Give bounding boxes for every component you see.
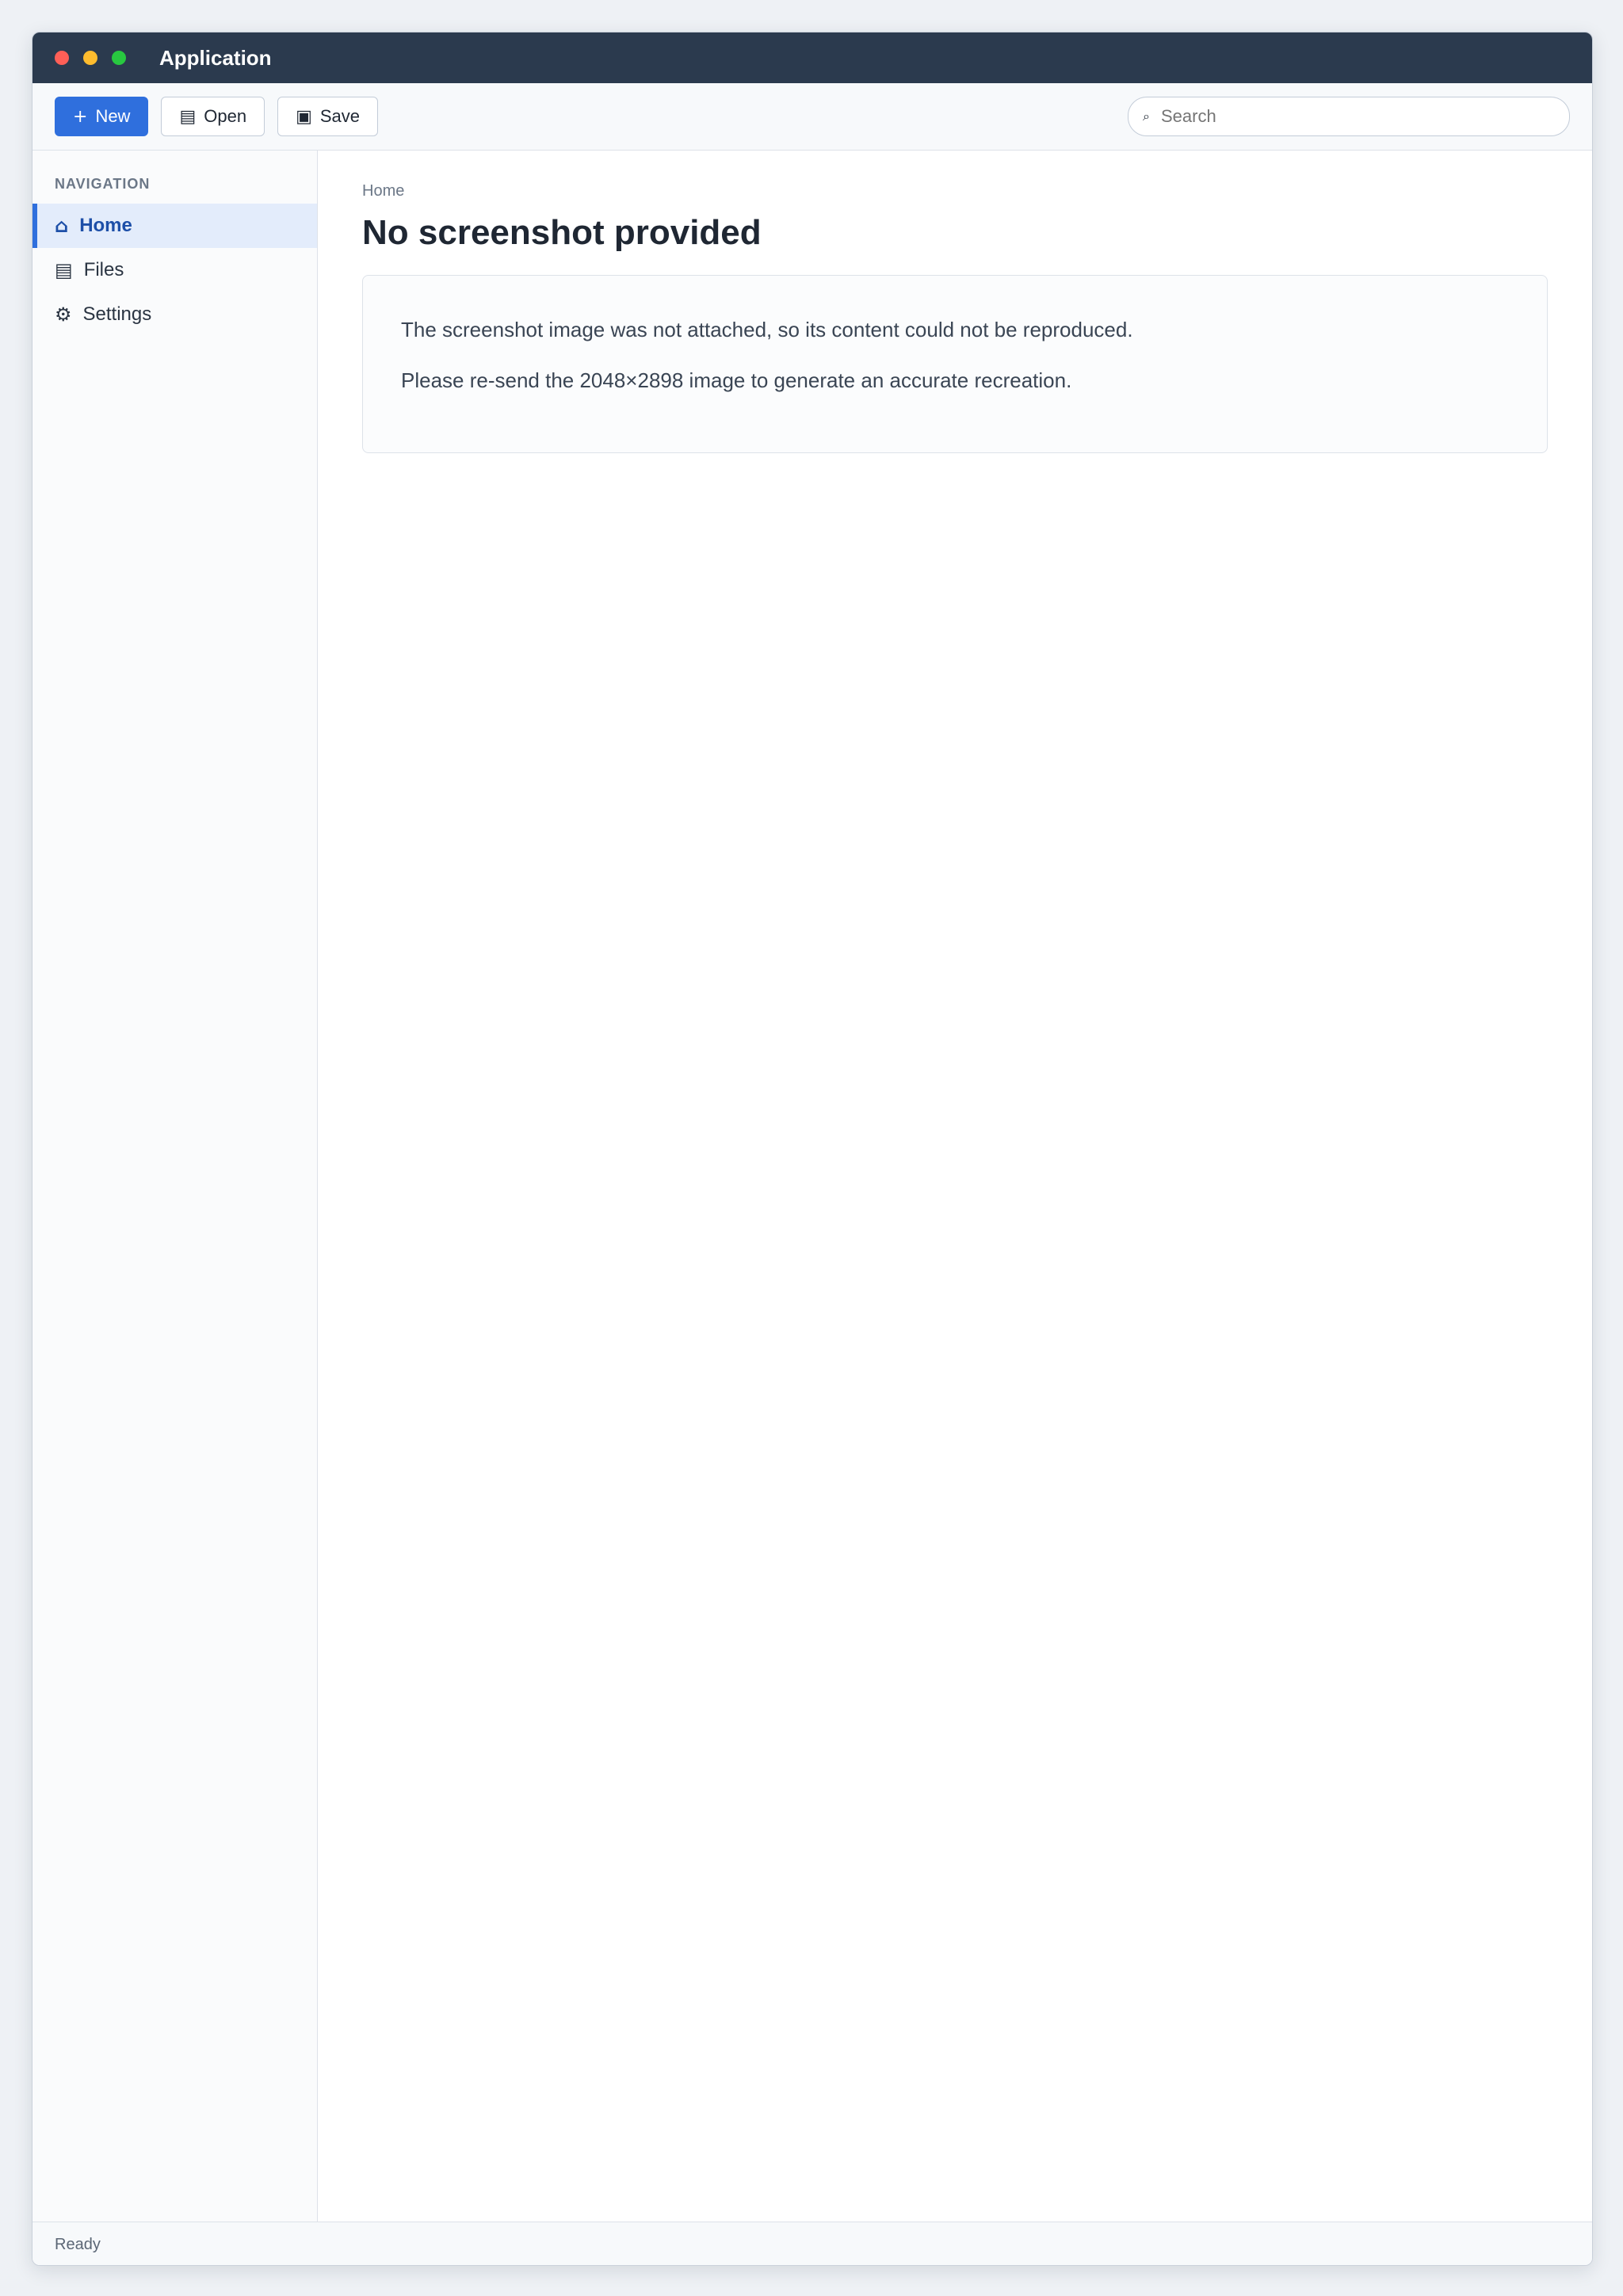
page-title: No screenshot provided (362, 213, 762, 252)
main-panel (318, 151, 1592, 2222)
minimize-window-button[interactable] (83, 51, 97, 65)
close-window-button[interactable] (55, 51, 69, 65)
sidebar-item-settings[interactable] (32, 292, 317, 337)
content-area (32, 151, 1592, 2222)
status-text: Ready (55, 2235, 101, 2253)
app-window (32, 32, 1593, 2266)
toolbar (32, 83, 1592, 151)
sidebar-item-home[interactable] (32, 204, 317, 248)
folder-icon: ▤ (179, 106, 197, 127)
home-icon: ⌂ (55, 215, 69, 237)
maximize-window-button[interactable] (112, 51, 126, 65)
breadcrumb: Home (362, 182, 405, 200)
gear-icon: ⚙ (55, 303, 72, 326)
save-icon: ▣ (296, 106, 312, 127)
sidebar (32, 151, 318, 2222)
search-icon: ⌕ (1143, 109, 1150, 124)
open-button-label: Open (204, 106, 247, 126)
save-button-label: Save (319, 106, 361, 126)
sidebar-item-label: Settings (82, 303, 152, 325)
sidebar-item-files[interactable] (32, 248, 317, 292)
sidebar-item-label: Files (83, 259, 124, 280)
new-button[interactable] (55, 97, 148, 136)
open-button[interactable] (161, 97, 265, 136)
notice-text-secondary: Please re-send the 2048×2898 image to generate an accurate recreation. (401, 368, 1072, 392)
sidebar-item-label: Home (79, 215, 132, 236)
notice-text: The screenshot image was not attached, so its content could not be reproduced. (401, 318, 1133, 341)
window-title: Application (159, 45, 272, 70)
search-box (1128, 97, 1570, 136)
plus-icon: + (73, 106, 88, 127)
folder-icon: ▤ (55, 259, 73, 281)
notice-panel (362, 275, 1548, 453)
status-bar (32, 2222, 1592, 2266)
sidebar-heading: NAVIGATION (55, 176, 151, 192)
new-button-label: New (95, 106, 131, 126)
save-button[interactable] (277, 97, 378, 136)
search-input[interactable] (1159, 105, 1555, 128)
title-bar (32, 32, 1592, 83)
